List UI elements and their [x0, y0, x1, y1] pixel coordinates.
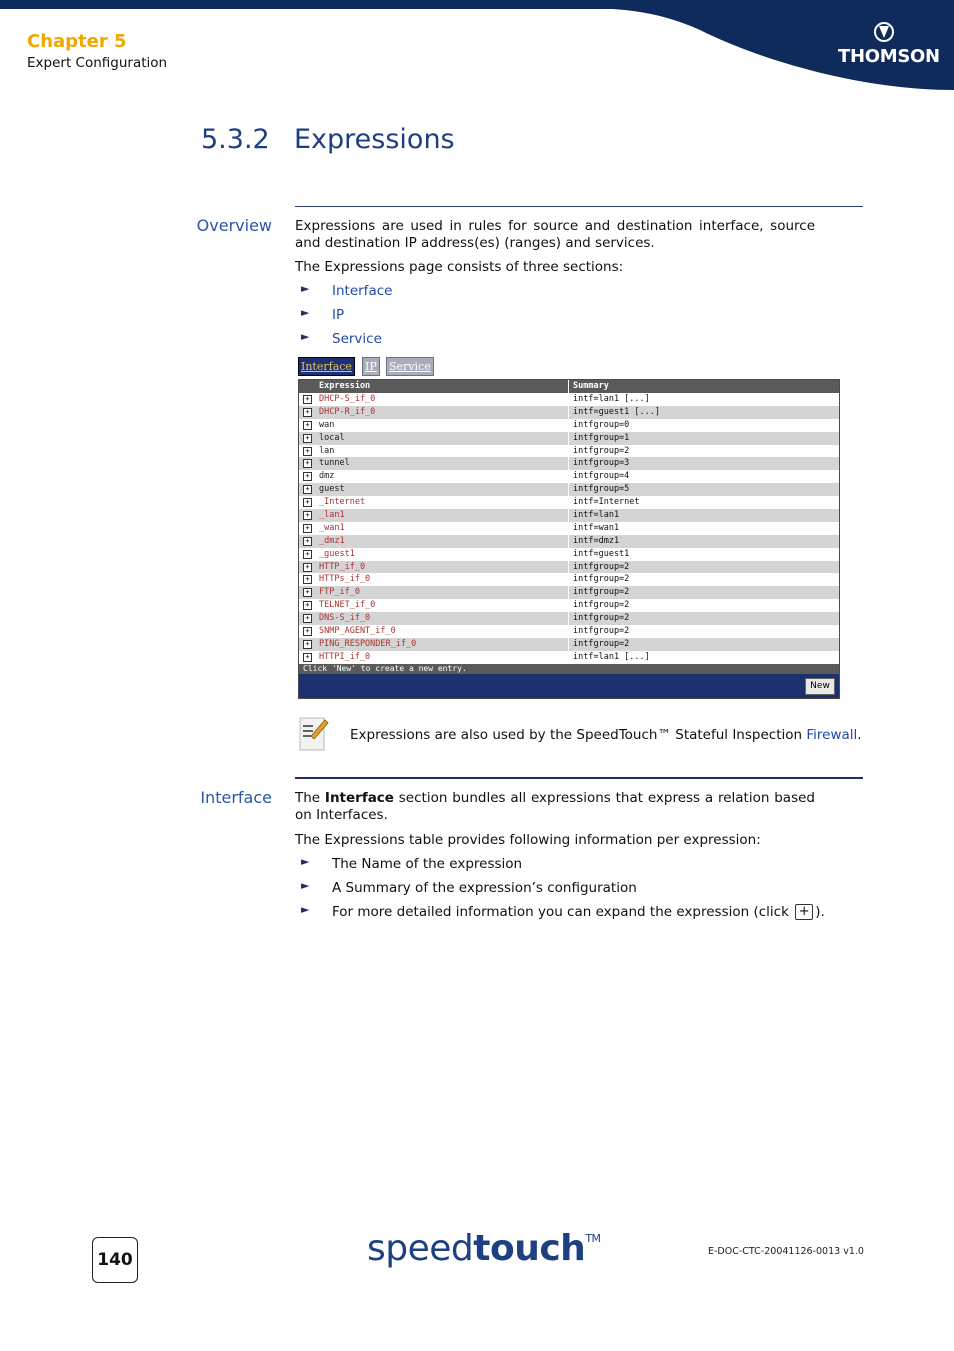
expression-summary: intfgroup=2	[573, 626, 630, 637]
bullet-arrow-icon: ►	[301, 282, 310, 295]
table-row	[299, 599, 839, 612]
expression-summary: intfgroup=0	[573, 419, 630, 430]
expression-summary: intfgroup=5	[573, 484, 630, 495]
divider	[295, 777, 863, 779]
chapter-subtitle: Expert Configuration	[27, 55, 168, 71]
tab-ip[interactable]: IP	[362, 357, 380, 376]
table-row	[299, 496, 839, 509]
table-row	[299, 419, 839, 432]
expression-name: tunnel	[319, 458, 350, 469]
expression-name[interactable]: DHCP-S_if_0	[319, 394, 376, 404]
table-row	[299, 445, 839, 458]
expression-summary: intfgroup=2	[573, 574, 630, 585]
table-row	[299, 625, 839, 638]
overview-bullet-ip[interactable]: ► IP	[301, 306, 345, 323]
expression-name[interactable]: PING_RESPONDER_if_0	[319, 638, 417, 649]
expand-plus-icon[interactable]: +	[303, 408, 312, 417]
expand-plus-icon[interactable]: +	[303, 511, 312, 520]
table-header	[299, 380, 839, 393]
document-reference: E-DOC-CTC-20041126-0013 v1.0	[708, 1246, 864, 1257]
section-heading	[201, 124, 455, 155]
table-row	[299, 535, 839, 548]
tab-interface[interactable]: Interface	[298, 357, 355, 376]
expand-plus-icon[interactable]: +	[303, 550, 312, 559]
bullet-arrow-icon: ►	[301, 855, 310, 868]
expand-plus-icon[interactable]: +	[303, 434, 312, 443]
expression-name[interactable]: TELNET_if_0	[319, 600, 376, 611]
expression-summary: intfgroup=2	[573, 445, 630, 456]
expression-summary: intf=lan1 [...]	[573, 651, 650, 662]
bullet-arrow-icon: ►	[301, 330, 310, 343]
interface-label: Interface	[200, 788, 272, 807]
expand-plus-icon[interactable]: +	[303, 627, 312, 636]
expression-name[interactable]: _lan1	[319, 510, 345, 521]
expression-summary: intf=guest1	[573, 548, 630, 559]
table-row	[299, 470, 839, 483]
expand-plus-icon[interactable]: +	[303, 447, 312, 456]
expression-summary: intfgroup=2	[573, 587, 630, 598]
table-row	[299, 522, 839, 535]
expand-plus-icon[interactable]: +	[303, 485, 312, 494]
interface-paragraph-2: The Expressions table provides following information per expression:	[295, 832, 761, 848]
expression-summary: intfgroup=2	[573, 638, 630, 649]
interface-bullet-3: ► For more detailed information you can expand the expression (click + ).	[301, 903, 825, 920]
expression-summary: intfgroup=4	[573, 471, 630, 482]
table-row	[299, 638, 839, 651]
note-text: Expressions are also used by the SpeedTouch™ Stateful Inspection Firewall.	[350, 727, 862, 743]
expression-name[interactable]: _Internet	[319, 497, 366, 508]
expression-summary: intf=lan1	[573, 510, 620, 521]
expression-name[interactable]: HTTP_if_0	[319, 561, 366, 572]
divider	[295, 206, 863, 207]
expression-name[interactable]: _wan1	[319, 522, 345, 533]
expression-summary: intfgroup=2	[573, 561, 630, 572]
table-row	[299, 483, 839, 496]
interface-paragraph-1: The Interface section bundles all expressions that express a relation based on Interfaces.	[295, 790, 815, 823]
expression-summary: intfgroup=1	[573, 432, 630, 443]
expand-plus-icon[interactable]: +	[303, 395, 312, 404]
interface-bullet-2: ► A Summary of the expression’s configuration	[301, 879, 637, 896]
bullet-arrow-icon: ►	[301, 306, 310, 319]
table-row	[299, 406, 839, 419]
expression-name: dmz	[319, 471, 335, 482]
expression-name[interactable]: _dmz1	[319, 535, 345, 546]
expand-plus-icon[interactable]: +	[303, 421, 312, 430]
expression-summary: intf=guest1 [...]	[573, 406, 660, 417]
speedtouch-logo: speedtouch™	[367, 1228, 601, 1269]
expand-plus-icon[interactable]: +	[303, 588, 312, 597]
overview-bullet-service[interactable]: ► Service	[301, 330, 382, 347]
expand-plus-icon[interactable]: +	[303, 653, 312, 662]
expression-summary: intfgroup=2	[573, 613, 630, 624]
table-body	[299, 393, 839, 664]
table-row	[299, 509, 839, 522]
expand-plus-icon[interactable]: +	[303, 601, 312, 610]
expression-name[interactable]: DNS-S_if_0	[319, 613, 371, 624]
note-pencil-icon	[299, 716, 329, 752]
table-row	[299, 651, 839, 664]
new-button[interactable]: New	[805, 678, 835, 695]
table-row	[299, 561, 839, 574]
table-row	[299, 393, 839, 406]
section-number: 5.3.2	[201, 124, 270, 155]
table-row	[299, 457, 839, 470]
expression-name: lan	[319, 445, 335, 456]
table-row	[299, 432, 839, 445]
tab-service[interactable]: Service	[386, 357, 434, 376]
expressions-table	[298, 379, 840, 699]
bullet-arrow-icon: ►	[301, 903, 310, 916]
table-actions	[299, 674, 839, 698]
overview-paragraph-2: The Expressions page consists of three sections:	[295, 259, 624, 275]
expand-plus-icon[interactable]: +	[303, 472, 312, 481]
table-hint: Click 'New' to create a new entry.	[299, 664, 839, 674]
chapter-label: Chapter 5	[27, 31, 127, 52]
table-row	[299, 612, 839, 625]
expand-plus-icon[interactable]: +	[303, 614, 312, 623]
expand-plus-icon: +	[795, 904, 813, 920]
overview-label: Overview	[196, 216, 272, 235]
expression-summary: intf=Internet	[573, 497, 640, 508]
expand-plus-icon[interactable]: +	[303, 459, 312, 468]
table-row	[299, 573, 839, 586]
expression-summary: intfgroup=3	[573, 458, 630, 469]
expression-summary: intf=wan1	[573, 522, 620, 533]
brand-name: THOMSON	[838, 46, 940, 67]
expression-summary: intf=lan1 [...]	[573, 394, 650, 404]
expand-plus-icon[interactable]: +	[303, 537, 312, 546]
expand-plus-icon[interactable]: +	[303, 498, 312, 507]
expression-name[interactable]: HTTPI_if_0	[319, 651, 371, 662]
expand-plus-icon[interactable]: +	[303, 640, 312, 649]
expression-name: wan	[319, 419, 335, 430]
expression-name[interactable]: _guest1	[319, 548, 355, 559]
column-expression: Expression	[319, 381, 371, 391]
expand-plus-icon[interactable]: +	[303, 563, 312, 572]
expand-plus-icon[interactable]: +	[303, 524, 312, 533]
table-row	[299, 586, 839, 599]
firewall-link[interactable]: Firewall	[806, 727, 858, 743]
header-banner	[0, 0, 954, 95]
expression-name[interactable]: FTP_if_0	[319, 587, 360, 598]
bullet-arrow-icon: ►	[301, 879, 310, 892]
expand-plus-icon[interactable]: +	[303, 575, 312, 584]
section-title: Expressions	[294, 124, 455, 155]
expression-name[interactable]: DHCP-R_if_0	[319, 406, 376, 417]
table-row	[299, 548, 839, 561]
expression-summary: intf=dmz1	[573, 535, 620, 546]
expression-summary: intfgroup=2	[573, 600, 630, 611]
expression-name[interactable]: SNMP_AGENT_if_0	[319, 626, 396, 637]
page-number: 140	[92, 1237, 138, 1283]
interface-bullet-1: ► The Name of the expression	[301, 855, 523, 872]
expression-name[interactable]: HTTPs_if_0	[319, 574, 371, 585]
expression-name: guest	[319, 484, 345, 495]
overview-paragraph-1: Expressions are used in rules for source and destination interface, source and destination IP address(es) (ranges) and services.	[295, 218, 815, 251]
overview-bullet-interface[interactable]: ► Interface	[301, 282, 393, 299]
expression-name: local	[319, 432, 345, 443]
column-summary: Summary	[573, 381, 609, 391]
